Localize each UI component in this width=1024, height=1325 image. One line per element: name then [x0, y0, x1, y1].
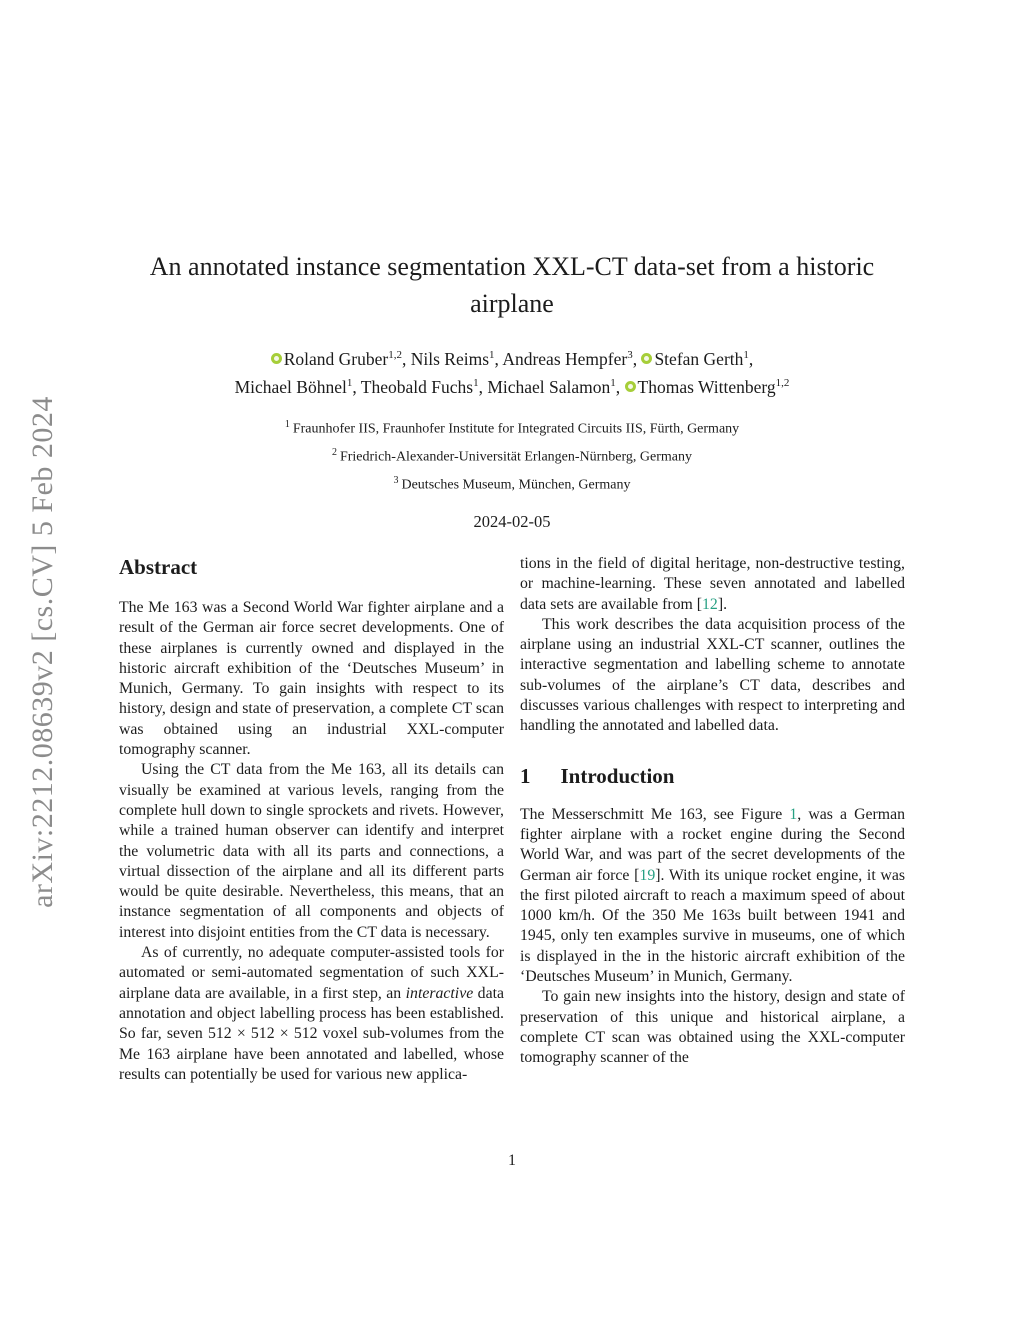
author: [361, 377, 488, 397]
paper-title: An annotated instance segmentation XXL-CT data-set from a historic airplane: [149, 252, 875, 318]
author-separator: ,: [401, 348, 411, 369]
arxiv-stamp: arXiv:2212.08639v2 [cs.CV] 5 Feb 2024: [26, 396, 59, 908]
author-affil-sup: 1: [473, 376, 479, 389]
author-separator: ,: [494, 348, 503, 369]
intro-paragraph-1: [520, 805, 905, 988]
paragraph-text: As of currently, no adequate computer-assisted tools for automated or semi-automated segmentation of such XXL-airplane data are available, in a first step, an: [119, 944, 504, 1002]
author-affil-sup: 1: [743, 349, 749, 361]
abstract-heading: Abstract: [119, 555, 198, 579]
author: [271, 349, 411, 369]
author-name: Thomas Wittenberg: [637, 376, 776, 397]
page-footer: [0, 1152, 1024, 1170]
author-affil-sup: 1: [610, 376, 616, 389]
author: [411, 349, 503, 369]
author-name: Theobald Fuchs: [360, 376, 474, 397]
author-name: Michael Böhnel: [234, 376, 347, 397]
orcid-icon[interactable]: [641, 353, 652, 364]
affil-number: 3: [393, 474, 399, 486]
paragraph-text: ]. With its unique rocket engine, it was the first piloted aircraft to reach a maximum speed of about 1000 km/h. Of the 350 Me 163s built between 1941 and 1945, only ten examples survive in museums, one of which is displayed in the in the historic aircraft exhibition of the ‘Deutsches Museum’ in Munich, Germany.: [520, 866, 906, 986]
citation-link[interactable]: 19: [639, 866, 656, 884]
abstract-paragraph-1: The Me 163 was a Second World War fighter airplane and a result of the German air force secret developments. One of these airplanes is currently owned and displayed in the historic aircraft exhibition of the ‘Deutsches Museum’ in Munich, Germany. To gain insights with respect to its history, design and state of preservation, a complete CT scan was obtained using an industrial XXL-computer tomography scanner.: [119, 599, 504, 759]
author: [625, 377, 790, 397]
abstract-paragraph-3: [119, 943, 504, 1085]
author-affil-sup: 1,2: [388, 349, 402, 361]
paper-body: [119, 548, 905, 1085]
author-affil-sup: 3: [627, 349, 633, 361]
author-name: Nils Reims: [410, 348, 490, 369]
affiliation: [0, 441, 1024, 469]
author-name: Michael Salamon: [487, 376, 611, 397]
abstract-paragraph-continued: [520, 554, 905, 615]
publication-date: 2024-02-05: [473, 512, 551, 532]
author-affil-sup: 1,2: [775, 376, 790, 389]
affil-number: 1: [284, 418, 290, 430]
section-title: Introduction: [560, 763, 675, 788]
author-separator: ,: [748, 348, 754, 369]
author-name: Andreas Hempfer: [502, 348, 628, 369]
paragraph-text: ].: [717, 595, 728, 613]
affil-text: Friedrich-Alexander-Universität Erlangen-Nürnberg, Germany: [339, 449, 693, 465]
author-line-1: [0, 343, 1024, 371]
author: [487, 377, 624, 397]
section-number: 1: [520, 763, 531, 788]
paragraph-text: tions in the field of digital heritage, non-destructive testing, or machine-learning. These seven annotated and labelled data sets are available from [: [520, 555, 905, 613]
author-separator: ,: [352, 376, 361, 397]
abstract-paragraph-2: Using the CT data from the Me 163, all its details can visually be examined at various levels, ranging from the complete hull down to single sprockets and rivets. However, while a trained human observer can identify and interpret the volumetric data with all its parts and connections, a virtual dissection of the airplane and all its different parts would be quite desirable. Nevertheless, this means, that an instance segmentation of all components and objects of interest into disjoint entities from the CT data is necessary.: [119, 761, 504, 941]
orcid-icon[interactable]: [271, 353, 282, 364]
affil-number: 2: [331, 446, 337, 458]
intro-paragraph-2: To gain new insights into the history, design and state of preservation of this unique and historical airplane, a complete CT scan was obtained using the XXL-computer tomography scanner of the: [520, 988, 905, 1067]
orcid-icon[interactable]: [625, 381, 636, 392]
affil-text: Deutsches Museum, München, Germany: [401, 477, 631, 493]
abstract-paragraph-4: This work describes the data acquisition process of the airplane using an industrial XXL-CT scanner, outlines the interactive segmentation and labelling scheme to annotate sub-volumes of the airplane’s CT data, describes and discusses various challenges with respect to interpreting and handling the annotated and labelled data.: [520, 615, 905, 735]
figure-reference-link[interactable]: 1: [789, 805, 798, 823]
author: [641, 349, 753, 369]
affiliation: [0, 413, 1024, 441]
affiliation: [0, 469, 1024, 497]
emphasized-text: interactive: [405, 984, 474, 1002]
author-line-2: [0, 371, 1024, 399]
paragraph-text: , was a German fighter airplane with a rocket engine during the Second World War, and was part of the secret developments of the German air force [: [520, 805, 905, 884]
author-affil-sup: 1: [346, 376, 353, 389]
author-list: [0, 343, 1024, 399]
right-column: [520, 548, 905, 1085]
left-column: [119, 548, 504, 1085]
author-name: Roland Gruber: [283, 348, 389, 369]
citation-link[interactable]: 12: [702, 595, 718, 613]
author-separator: ,: [615, 376, 625, 397]
author-name: Stefan Gerth: [654, 348, 744, 369]
author-affil-sup: 1: [489, 349, 495, 361]
paragraph-text: The Messerschmitt Me 163, see Figure: [520, 805, 790, 823]
author: [235, 377, 361, 397]
affiliation-list: [0, 413, 1024, 497]
author-separator: ,: [478, 376, 488, 397]
page-number: 1: [508, 1152, 516, 1169]
affil-text: Fraunhofer IIS, Fraunhofer Institute for Integrated Circuits IIS, Fürth, Germany: [292, 421, 740, 437]
paragraph-text: data annotation and object labelling process has been established. So far, seven 512 × 512 × 512 voxel sub-volumes from the Me 163 airplane have been annotated and labelled, whose results can potentially be used for various new applica-: [119, 984, 504, 1083]
author-separator: ,: [632, 348, 642, 369]
section-heading-introduction: [520, 763, 905, 789]
paper-header: [0, 248, 1024, 532]
author: [502, 349, 641, 369]
